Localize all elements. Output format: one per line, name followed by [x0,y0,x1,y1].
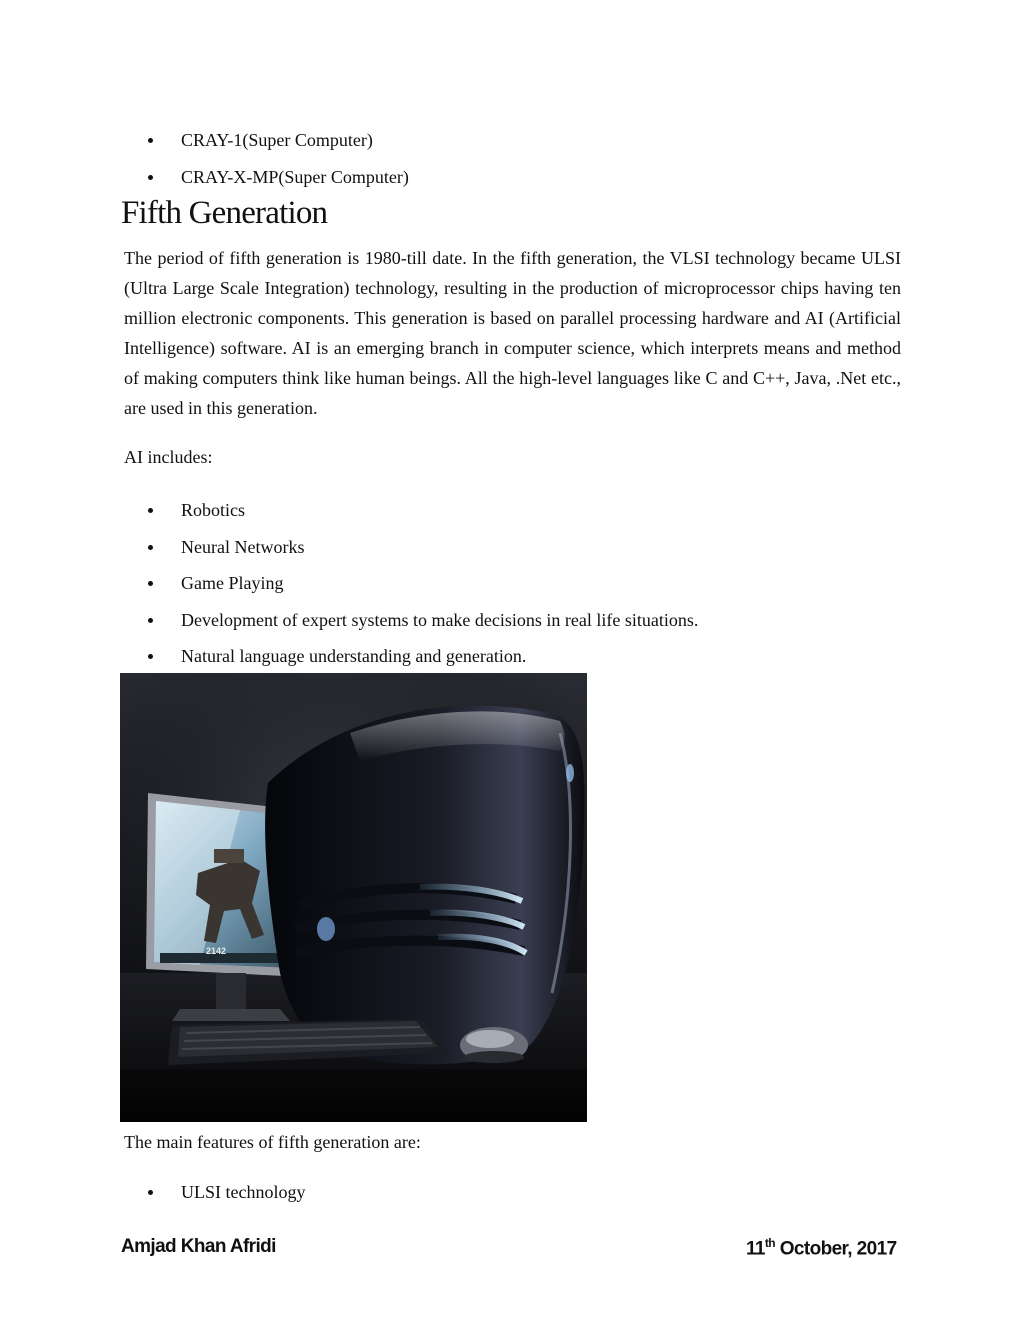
list-item [0,565,1024,602]
ai-intro: AI includes: [124,447,213,467]
footer-author: Amjad Khan Afridi [121,1236,276,1257]
list-item-text: ULSI technology [181,1182,306,1202]
bullet-icon [148,138,153,143]
section-paragraph: The period of fifth generation is 1980-till date. In the fifth generation, the VLSI technology became ULSI (Ultra Large Scale Integration) technology, resulting in the production of microprocessor chips having ten million electronic components. This generation is based on parallel processing hardware and AI (Artificial Intelligence) software. AI is an emerging branch in computer science, which interprets means and method of making computers think like human beings. All the high-level languages like C and C++, Java, .Net etc., are used in this generation. [124,248,901,418]
list-item-text: CRAY-1(Super Computer) [181,130,373,150]
list-item-text: Game Playing [181,573,284,593]
mouse [460,1027,528,1063]
list-item [0,159,1024,196]
ai-list [0,492,1024,675]
computer-case [265,706,584,1065]
computer-photo [120,673,587,1122]
footer-date-day: 11 [746,1238,765,1260]
section-heading: Fifth Generation [121,195,328,231]
list-item [0,638,1024,675]
monitor-screen-text: 2142 [206,946,227,956]
list-item [0,1174,1024,1211]
bullet-icon [148,1190,153,1195]
bullet-icon [148,654,153,659]
list-item-text: CRAY-X-MP(Super Computer) [181,166,409,187]
list-item [0,602,1024,639]
list-item [0,122,1024,159]
list-item [0,492,1024,529]
bullet-icon [148,545,153,550]
list-item-text: Robotics [181,500,246,520]
computer-illustration [120,673,587,1122]
bullet-icon [148,618,153,623]
list-item-text: Natural language understanding and generation. [181,646,527,666]
list-item-text: Neural Networks [181,536,305,557]
footer-date [746,1236,897,1260]
list-item [0,529,1024,566]
bullet-icon [148,508,153,513]
bullet-icon [148,581,153,586]
cray-list [0,122,1024,195]
features-intro: The main features of fifth generation are: [124,1132,421,1152]
bullet-icon [148,175,153,180]
footer-date-rest: October, 2017 [775,1238,897,1260]
features-list [0,1174,1024,1211]
list-item-text: Development of expert systems to make decisions in real life situations. [181,609,699,630]
footer-date-suffix: th [764,1236,776,1250]
